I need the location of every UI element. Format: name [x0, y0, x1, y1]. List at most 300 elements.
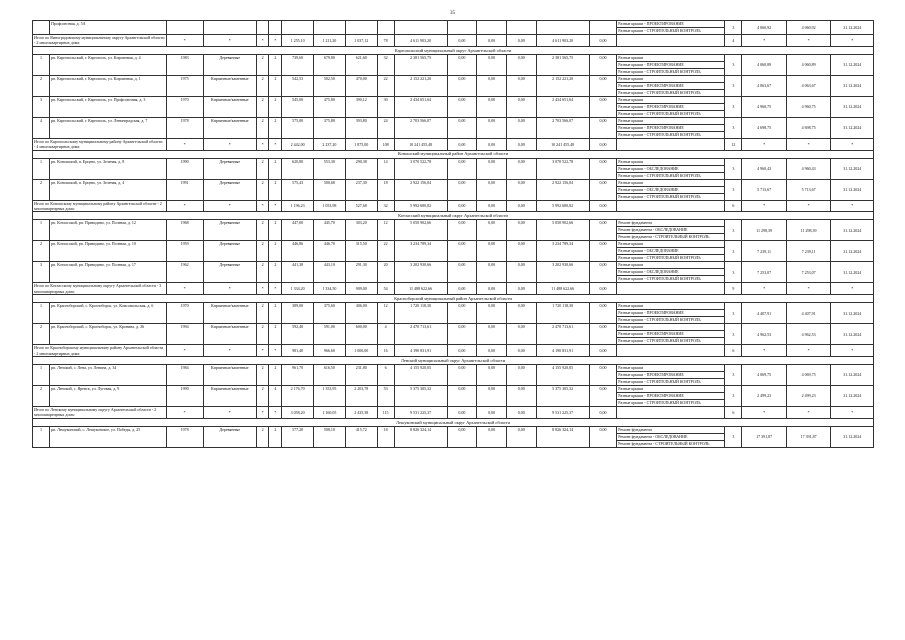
- table-cell: 2: [256, 117, 269, 138]
- work-type: Разные крыши: [617, 365, 724, 372]
- table-cell: *: [269, 35, 282, 47]
- table-cell: Кирпичные/каменные: [203, 324, 256, 345]
- work-type: Ремонт фундамента - СТРОИТЕЛЬНЫЙ КОНТРОЛЬ: [618, 234, 710, 240]
- table-cell: 3: [725, 262, 742, 283]
- work-type: Разные крыши: [617, 76, 724, 83]
- work-types-cell: [617, 241, 725, 262]
- table-cell: 3: [725, 158, 742, 179]
- table-cell: 575,00: [282, 117, 314, 138]
- table-cell: 32: [377, 54, 394, 75]
- table-cell: 53: [377, 386, 394, 407]
- table-cell: *: [203, 200, 256, 212]
- table-cell: 3: [725, 324, 742, 345]
- table-cell: 3: [725, 303, 742, 324]
- work-type: Разные крыши - СТРОИТЕЛЬНЫЙ КОНТРОЛЬ: [618, 68, 701, 74]
- work-type: Разные крыши - СТРОИТЕЛЬНЫЙ КОНТРОЛЬ: [618, 28, 701, 33]
- work-types-cell: [617, 426, 725, 447]
- table-cell: 54: [377, 283, 394, 295]
- table-cell: 2 470 713,61: [394, 324, 447, 345]
- table-cell: 3: [725, 21, 742, 35]
- table-cell: 600,00: [345, 324, 377, 345]
- table-cell: 4 060,89: [742, 54, 787, 75]
- table-cell: 4 190 831,91: [536, 345, 589, 357]
- table-cell: 11 298,39: [786, 220, 831, 241]
- table-cell: 4 698,75: [786, 117, 831, 138]
- table-cell: 0,00: [589, 200, 617, 212]
- table-cell: 961,70: [282, 365, 314, 386]
- table-cell: 1 160,05: [313, 407, 345, 419]
- table-cell: 8 826 324,14: [536, 426, 589, 447]
- table-cell: 2: [269, 96, 282, 117]
- table-cell: 0,00: [506, 324, 536, 345]
- table-cell: 0,00: [447, 386, 477, 407]
- table-cell: *: [786, 345, 831, 357]
- table-cell: 1 053,98: [313, 200, 345, 212]
- address-cell: рп. Каргопольский, г. Каргополь, ул. Кирпичная, д. 1: [49, 75, 166, 96]
- table-cell: 1 334,20: [282, 283, 314, 295]
- table-cell: 2: [269, 179, 282, 200]
- table-cell: 389,00: [282, 303, 314, 324]
- table-cell: [617, 35, 725, 47]
- table-cell: 0,00: [447, 138, 477, 150]
- table-cell: 14: [377, 158, 394, 179]
- work-type: Разные крыши: [617, 324, 724, 331]
- table-cell: 0,00: [477, 365, 507, 386]
- work-type: Разные крыши: [617, 97, 724, 104]
- section-title: Каргопольский муниципальный округ Архангельской области: [33, 46, 874, 54]
- table-cell: 2 381 565,75: [536, 54, 589, 75]
- table-row: [33, 262, 874, 283]
- section-header-row: [33, 418, 874, 426]
- table-cell: *: [269, 407, 282, 419]
- table-row: [33, 179, 874, 200]
- table-cell: 4 060,92: [742, 21, 787, 35]
- table-cell: 4 611 903,20: [536, 35, 589, 47]
- table-cell: 11 488 622,66: [536, 283, 589, 295]
- work-types-cell: [617, 303, 725, 324]
- table-cell: *: [269, 345, 282, 357]
- work-types-cell: [617, 220, 725, 241]
- table-cell: *: [269, 138, 282, 150]
- table-cell: 0,00: [477, 158, 507, 179]
- table-row: [33, 75, 874, 96]
- address-cell: Профсоюзная, д. 5А: [49, 21, 166, 35]
- table-cell: 1 196,23: [282, 200, 314, 212]
- work-type: Разные крыши - СТРОИТЕЛЬНЫЙ КОНТРОЛЬ: [618, 338, 701, 344]
- total-label: Итого по Котласскому муниципальному округу Архангельской области - 3 многоквартирных дома:: [33, 283, 167, 295]
- table-cell: 2: [33, 179, 50, 200]
- table-cell: *: [269, 283, 282, 295]
- table-cell: 0,00: [506, 303, 536, 324]
- table-row: [33, 241, 874, 262]
- table-cell: Кирпичные/каменные: [203, 96, 256, 117]
- table-cell: 12: [725, 138, 742, 150]
- table-cell: 0,00: [477, 324, 507, 345]
- section-header-row: [33, 212, 874, 220]
- table-cell: 1978: [166, 426, 203, 447]
- work-type: Разные крыши - ПРОЕКТИРОВАНИЕ: [617, 372, 724, 379]
- table-cell: 0,00: [589, 35, 617, 47]
- table-cell: 0,00: [506, 96, 536, 117]
- table-cell: *: [203, 407, 256, 419]
- table-cell: *: [269, 200, 282, 212]
- table-cell: *: [256, 200, 269, 212]
- table-cell: 11 298,39: [742, 220, 787, 241]
- table-cell: [617, 138, 725, 150]
- deadline-cell: 31.12.2024: [831, 75, 874, 96]
- address-cell: рп. Ленский, с. Лена, ул. Ленина, д. 34: [49, 365, 166, 386]
- deadline-cell: 31.12.2024: [831, 117, 874, 138]
- work-types-cell: [617, 324, 725, 345]
- capital-repair-table: [32, 20, 874, 448]
- table-cell: 231,80: [345, 365, 377, 386]
- table-cell: 0,00: [477, 117, 507, 138]
- table-cell: 2: [269, 158, 282, 179]
- work-types-cell: [617, 365, 725, 386]
- table-cell: *: [831, 283, 874, 295]
- table-cell: 1962: [166, 262, 203, 283]
- table-cell: 0,00: [589, 386, 617, 407]
- table-cell: 508,10: [313, 426, 345, 447]
- deadline-cell: 31.12.2024: [831, 303, 874, 324]
- deadline-cell: 31.12.2024: [831, 241, 874, 262]
- table-cell: *: [203, 283, 256, 295]
- table-cell: 4 960,75: [786, 96, 831, 117]
- table-cell: 5 050 902,66: [394, 220, 447, 241]
- table-cell: 2 237,20: [313, 138, 345, 150]
- table-cell: 30: [377, 96, 394, 117]
- table-cell: 0,00: [589, 365, 617, 386]
- work-type: Разные крыши - ОБСЛЕДОВАНИЕ: [617, 269, 724, 276]
- table-row: [33, 54, 874, 75]
- table-cell: 0,00: [589, 158, 617, 179]
- table-cell: 0,00: [447, 35, 477, 47]
- table-cell: Кирпичные/каменные: [203, 386, 256, 407]
- table-cell: 0,00: [477, 241, 507, 262]
- table-cell: 2 434 651,64: [536, 96, 589, 117]
- table-cell: 679,80: [313, 54, 345, 75]
- work-types-cell: [617, 21, 725, 35]
- table-cell: 2: [33, 324, 50, 345]
- table-cell: 7 253,07: [742, 262, 787, 283]
- table-cell: 290,38: [345, 158, 377, 179]
- address-cell: рп. Каргопольский, г. Каргополь, ул. Профсоюзная, д. 3: [49, 96, 166, 117]
- table-cell: Кирпичные/каменные: [203, 117, 256, 138]
- table-cell: 18: [377, 179, 394, 200]
- table-cell: 1 720 118,30: [536, 303, 589, 324]
- table-cell: 0,00: [506, 75, 536, 96]
- section-header-row: [33, 357, 874, 365]
- table-cell: 553,30: [313, 158, 345, 179]
- work-type: Ремонт фундамента - СТРОИТЕЛЬНЫЙ КОНТРОЛЬ: [618, 440, 710, 446]
- work-type: Ремонт фундамента: [617, 220, 724, 227]
- work-type: Ремонт фундамента - ОБСЛЕДОВАНИЕ: [617, 227, 724, 234]
- table-cell: 2: [256, 365, 269, 386]
- table-cell: 0,00: [447, 303, 477, 324]
- table-cell: 2: [269, 117, 282, 138]
- table-cell: 1: [33, 54, 50, 75]
- table-cell: 0,00: [506, 117, 536, 138]
- table-row: [33, 426, 874, 447]
- table-cell: 1970: [166, 303, 203, 324]
- table-cell: 0,00: [589, 303, 617, 324]
- table-cell: 3: [725, 220, 742, 241]
- table-cell: 315,50: [345, 241, 377, 262]
- table-cell: 3 234 789,34: [536, 241, 589, 262]
- table-cell: 0,00: [506, 158, 536, 179]
- table-cell: 2: [256, 386, 269, 407]
- table-cell: 4 960,43: [742, 158, 787, 179]
- table-cell: 9 531 225,37: [394, 407, 447, 419]
- table-cell: [617, 200, 725, 212]
- table-cell: 447,00: [282, 220, 314, 241]
- table-cell: *: [256, 407, 269, 419]
- table-cell: 0,00: [447, 345, 477, 357]
- table-cell: 0,00: [589, 179, 617, 200]
- table-cell: 2: [256, 220, 269, 241]
- table-cell: 291,30: [345, 262, 377, 283]
- table-cell: 4 060,92: [786, 21, 831, 35]
- table-cell: 5 375 305,32: [394, 386, 447, 407]
- table-cell: 375,60: [313, 303, 345, 324]
- table-cell: [269, 21, 282, 35]
- table-cell: *: [256, 138, 269, 150]
- table-cell: Деревянные: [203, 262, 256, 283]
- table-cell: 303,20: [345, 220, 377, 241]
- table-cell: 3: [33, 96, 50, 117]
- table-cell: 2: [256, 54, 269, 75]
- table-cell: 3: [725, 75, 742, 96]
- table-cell: 441,38: [282, 262, 314, 283]
- table-cell: 2: [269, 365, 282, 386]
- address-cell: рп. Красноборский, с. Красноборск, ул. Комсомольская, д. 6: [49, 303, 166, 324]
- table-cell: 616,50: [313, 365, 345, 386]
- table-cell: 3: [725, 54, 742, 75]
- table-cell: 0,00: [477, 75, 507, 96]
- work-type: Разные крыши - ПРОЕКТИРОВАНИЕ: [617, 83, 724, 90]
- table-cell: 2 470 713,61: [536, 324, 589, 345]
- table-cell: 446,70: [313, 241, 345, 262]
- table-cell: 1968: [166, 220, 203, 241]
- table-cell: *: [166, 200, 203, 212]
- work-type: Разные крыши - ПРОЕКТИРОВАНИЕ: [617, 393, 724, 400]
- table-cell: 1 720 118,30: [394, 303, 447, 324]
- table-cell: 542,53: [282, 75, 314, 96]
- table-cell: 12: [377, 303, 394, 324]
- table-cell: 4: [269, 386, 282, 407]
- table-cell: 2: [33, 386, 50, 407]
- work-type: Разные крыши - СТРОИТЕЛЬНЫЙ КОНТРОЛЬ: [618, 193, 701, 199]
- section-header-row: [33, 295, 874, 303]
- table-cell: 4 611 903,20: [394, 35, 447, 47]
- table-cell: [166, 21, 203, 35]
- total-row: [33, 35, 874, 47]
- table-cell: Деревянные: [203, 241, 256, 262]
- table-cell: 2 152 221,20: [394, 75, 447, 96]
- table-cell: 16: [377, 345, 394, 357]
- table-cell: 0,00: [477, 179, 507, 200]
- table-cell: 0,00: [447, 426, 477, 447]
- total-label: Итого по Ленскому муниципальному округу Архангельской области - 2 многоквартирных дома:: [33, 407, 167, 419]
- table-cell: 237,30: [345, 179, 377, 200]
- work-type: Разные крыши - ПРОЕКТИРОВАНИЕ: [617, 21, 724, 28]
- table-cell: *: [786, 35, 831, 47]
- table-row: [33, 303, 874, 324]
- table-cell: 393,80: [345, 117, 377, 138]
- table-cell: 2: [269, 262, 282, 283]
- work-types-cell: [617, 54, 725, 75]
- table-cell: 1991: [166, 179, 203, 200]
- table-cell: 4: [725, 35, 742, 47]
- table-cell: 3 202 930,66: [536, 262, 589, 283]
- table-cell: Деревянные: [203, 54, 256, 75]
- table-cell: [313, 21, 345, 35]
- table-cell: 0,00: [589, 220, 617, 241]
- table-cell: 6: [725, 345, 742, 357]
- table-cell: 5 992 680,82: [536, 200, 589, 212]
- table-cell: 0,00: [589, 75, 617, 96]
- table-cell: 445,70: [313, 220, 345, 241]
- total-row: [33, 407, 874, 419]
- table-cell: 2 442,00: [282, 138, 314, 150]
- table-cell: 443,10: [313, 262, 345, 283]
- table-cell: 0,00: [447, 75, 477, 96]
- table-cell: 78: [377, 35, 394, 47]
- table-cell: *: [166, 35, 203, 47]
- table-cell: [33, 21, 50, 35]
- table-cell: 0,00: [447, 158, 477, 179]
- address-cell: рп. Каргопольский, г. Каргополь, ул. Кирпичная, д. 4: [49, 54, 166, 75]
- work-type: Разные крыши: [617, 303, 724, 310]
- work-type: Разные крыши: [617, 262, 724, 269]
- table-cell: 981,40: [282, 345, 314, 357]
- table-cell: 575,43: [282, 179, 314, 200]
- work-type: Разные крыши - ОБСЛЕДОВАНИЕ: [617, 187, 724, 194]
- table-cell: 17 391,87: [786, 426, 831, 447]
- address-cell: рп. Котласский, рп. Приводино, ул. Полевая, д. 12: [49, 220, 166, 241]
- total-label: Итого по Каргопольскому муниципальному району Архангельской области - 4 многоквартирных дома:: [33, 138, 167, 150]
- address-cell: рп. Котласский, рп. Приводино, ул. Полевая, д. 10: [49, 241, 166, 262]
- work-type: Разные крыши - ПРОЕКТИРОВАНИЕ: [617, 62, 724, 69]
- work-types-cell: [617, 96, 725, 117]
- section-title: Котласский муниципальный округ Архангельской области: [33, 212, 874, 220]
- total-row: [33, 200, 874, 212]
- table-cell: 0,00: [506, 241, 536, 262]
- address-cell: рп. Каргопольский, г. Каргополь, ул. Ленинградская, д. 7: [49, 117, 166, 138]
- table-cell: 3 058,20: [282, 407, 314, 419]
- table-cell: [617, 345, 725, 357]
- total-label: Итого по Коношскому муниципальному району Архангельской области - 2 многоквартирных дома:: [33, 200, 167, 212]
- table-cell: 2: [269, 220, 282, 241]
- table-cell: 0,00: [447, 365, 477, 386]
- deadline-cell: 31.12.2024: [831, 21, 874, 35]
- table-cell: 2: [269, 241, 282, 262]
- table-cell: 0,00: [477, 426, 507, 447]
- table-cell: 4 069,75: [786, 365, 831, 386]
- total-row: [33, 138, 874, 150]
- table-row: [33, 220, 874, 241]
- table-cell: 0,00: [447, 96, 477, 117]
- table-cell: Деревянные: [203, 220, 256, 241]
- table-cell: 5 050 902,66: [536, 220, 589, 241]
- table-cell: 0,00: [506, 386, 536, 407]
- table-cell: 390,12: [345, 96, 377, 117]
- table-cell: 0,00: [589, 324, 617, 345]
- work-type: Разные крыши - СТРОИТЕЛЬНЫЙ КОНТРОЛЬ: [618, 172, 701, 178]
- table-cell: 8 826 324,14: [394, 426, 447, 447]
- table-cell: *: [742, 138, 787, 150]
- table-cell: 0,00: [506, 262, 536, 283]
- work-type: Разные крыши - СТРОИТЕЛЬНЫЙ КОНТРОЛЬ: [618, 276, 701, 282]
- work-type: Разные крыши: [617, 118, 724, 125]
- section-title: Ленский муниципальный округ Архангельской области: [33, 357, 874, 365]
- table-cell: *: [831, 35, 874, 47]
- table-cell: 3: [725, 365, 742, 386]
- work-type: Разные крыши: [617, 386, 724, 393]
- table-cell: 502,50: [313, 75, 345, 96]
- table-cell: 2: [256, 158, 269, 179]
- table-cell: 2: [256, 426, 269, 447]
- table-cell: 4 155 920,05: [394, 365, 447, 386]
- table-cell: 3 234 789,34: [394, 241, 447, 262]
- table-cell: 415,72: [345, 426, 377, 447]
- table-cell: [536, 21, 589, 35]
- address-cell: рп. Ленский, с. Яренск, ул. Луговая, д. 9: [49, 386, 166, 407]
- work-type: Разные крыши - СТРОИТЕЛЬНЫЙ КОНТРОЛЬ: [618, 89, 701, 95]
- table-cell: *: [742, 35, 787, 47]
- table-cell: 0,00: [589, 283, 617, 295]
- table-cell: 620,80: [282, 158, 314, 179]
- work-type: Разные крыши: [617, 180, 724, 187]
- table-cell: 5 992 680,82: [394, 200, 447, 212]
- table-cell: 4 407,91: [786, 303, 831, 324]
- table-cell: 2 203,78: [345, 386, 377, 407]
- work-type: Разные крыши - СТРОИТЕЛЬНЫЙ КОНТРОЛЬ: [618, 379, 701, 385]
- table-cell: [447, 21, 477, 35]
- table-cell: 0,00: [447, 324, 477, 345]
- total-label: Итого по Виноградовскому муниципальному округу Архангельской области - 2 многоквартирных дома:: [34, 35, 165, 46]
- table-cell: 2: [33, 241, 50, 262]
- work-type: Разные крыши - ПРОЕКТИРОВАНИЕ: [617, 331, 724, 338]
- table-cell: 2: [269, 303, 282, 324]
- table-cell: 0,00: [506, 179, 536, 200]
- work-type: Разные крыши - СТРОИТЕЛЬНЫЙ КОНТРОЛЬ: [618, 110, 701, 116]
- table-cell: 24: [377, 117, 394, 138]
- table-cell: *: [166, 345, 203, 357]
- table-cell: 2 435,38: [345, 407, 377, 419]
- address-cell: рп. Красноборский, с. Красноборск, ул. Кронина, д. 26: [49, 324, 166, 345]
- table-cell: Деревянные: [203, 426, 256, 447]
- table-cell: 0,00: [447, 283, 477, 295]
- section-title: Красноборский муниципальный район Архангельской области: [33, 295, 874, 303]
- table-cell: 0,00: [589, 407, 617, 419]
- work-type: Разные крыши - СТРОИТЕЛЬНЫЙ КОНТРОЛЬ: [618, 255, 701, 261]
- table-cell: 3: [725, 241, 742, 262]
- table-cell: 0,00: [589, 117, 617, 138]
- table-cell: 10 241 455,48: [536, 138, 589, 150]
- table-cell: 0,00: [506, 138, 536, 150]
- table-cell: *: [742, 407, 787, 419]
- address-cell: рп. Коношский, п. Ерцево, ул. Зеленая, д. 4: [49, 179, 166, 200]
- table-cell: 0,00: [506, 283, 536, 295]
- table-cell: 0,00: [506, 54, 536, 75]
- table-cell: 3: [725, 117, 742, 138]
- table-cell: 5 375 305,32: [536, 386, 589, 407]
- table-cell: *: [203, 35, 256, 47]
- table-row: [33, 117, 874, 138]
- table-cell: 0,00: [447, 262, 477, 283]
- total-label: Итого по Красноборскому муниципальному району Архангельской области - 2 многоквартирных дома:: [33, 345, 167, 357]
